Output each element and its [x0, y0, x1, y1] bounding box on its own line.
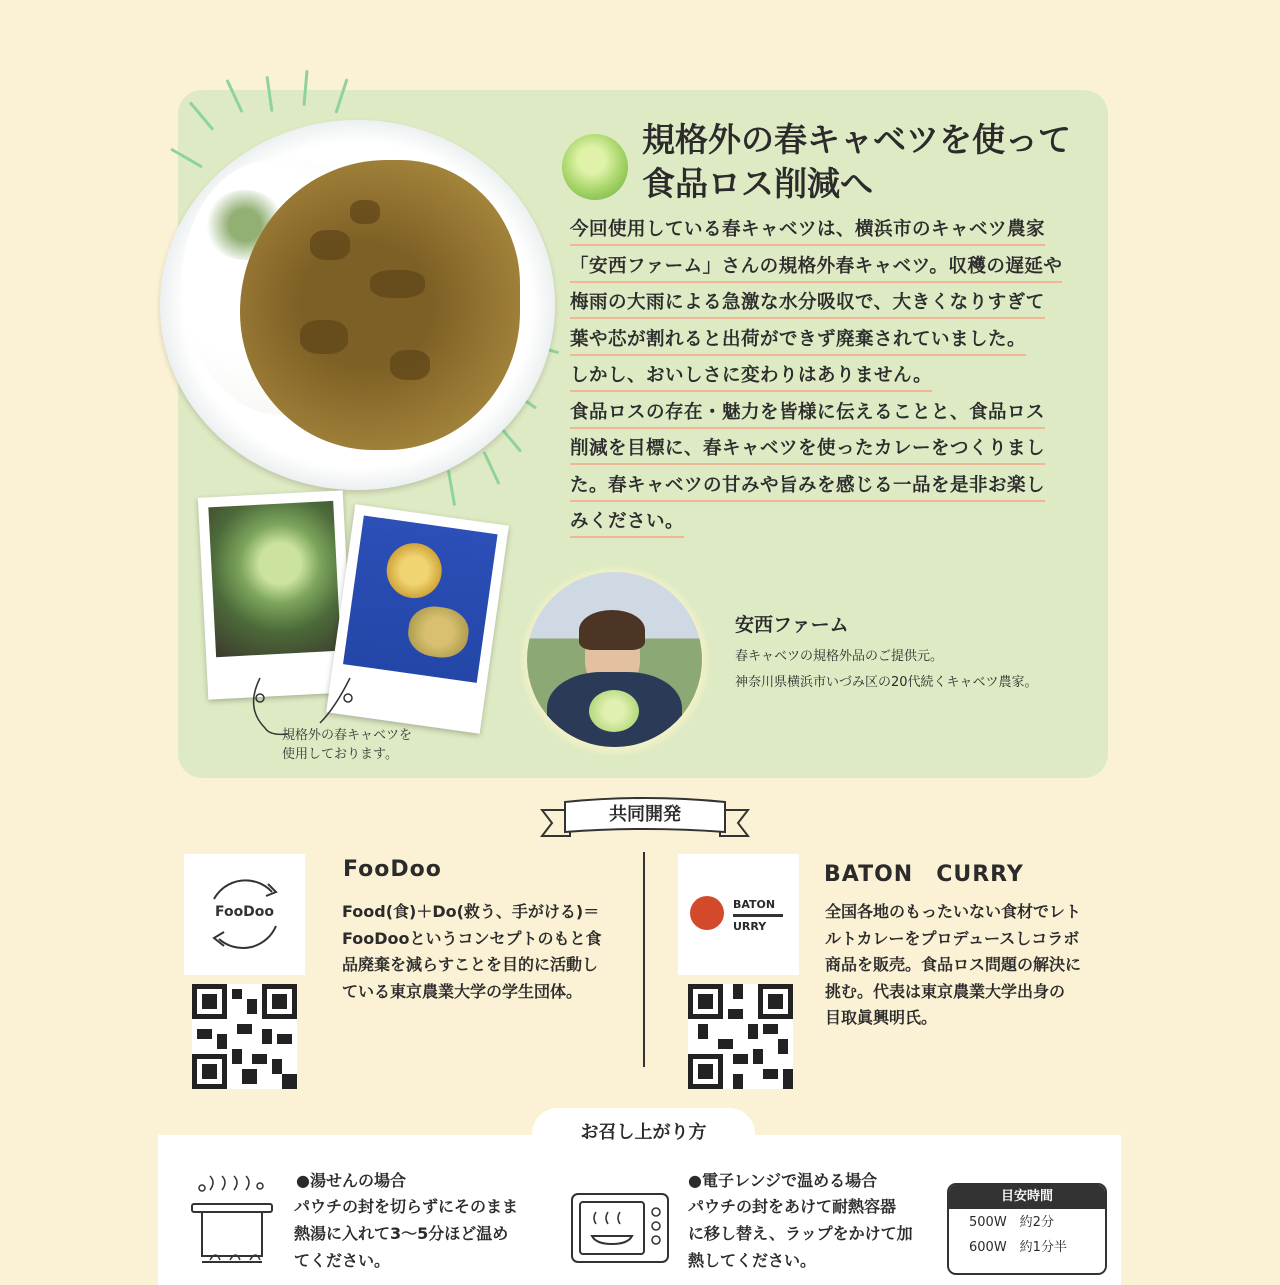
baton-curry-description [825, 899, 1081, 1032]
codev-divider [643, 852, 645, 1067]
baton-desc-line: 商品を販売。食品ロス問題の解決に [825, 955, 1082, 974]
microwave-heading: ●電子レンジで温める場合 [688, 1171, 878, 1190]
boil-line: 熱湯に入れて3〜5分ほど温め [294, 1224, 509, 1243]
microwave-icon [570, 1190, 670, 1270]
foodoo-desc-line: ている東京農業大学の学生団体。 [342, 981, 583, 1001]
photo-note-line1: 規格外の春キャベツを [282, 728, 413, 743]
farm-name: 安西ファーム [735, 614, 849, 636]
paragraph-line: 「安西ファーム」さんの規格外春キャベツ。収穫の遅延や [570, 256, 1062, 283]
feature-title-line1: 規格外の春キャベツを使って [642, 120, 1071, 159]
paragraph-line: みください。 [570, 511, 684, 538]
microwave-line: 熱してください。 [688, 1251, 817, 1270]
farm-desc-line1: 春キャベツの規格外品のご提供元。 [735, 649, 944, 664]
photo-note-line2: 使用しております。 [282, 747, 398, 762]
baton-curry-qr-code[interactable] [688, 984, 793, 1089]
paragraph-line: 食品ロスの存在・魅力を皆様に伝えることと、食品ロス [570, 402, 1045, 429]
paragraph-line: 今回使用している春キャベツは、横浜市のキャベツ農家 [570, 219, 1045, 246]
qr-code-icon [192, 984, 297, 1089]
foodoo-description [342, 899, 602, 1005]
baton-desc-line: 全国各地のもったいない食材でレト [825, 902, 1082, 921]
baton-logo-bar [733, 914, 783, 917]
feature-paragraph [570, 216, 1090, 545]
codev-banner-label: 共同開発 [609, 804, 681, 825]
time-table-heading: 目安時間 [949, 1185, 1105, 1209]
foodoo-desc-line: Food(食)＋Do(救う、手がける)＝ [342, 902, 600, 921]
baton-curry-logo [678, 854, 799, 975]
boil-heading: ●湯せんの場合 [296, 1171, 406, 1190]
farmer-photo [527, 572, 702, 747]
paragraph-line: 削減を目標に、春キャベツを使ったカレーをつくりまし [570, 438, 1045, 465]
photo-note [282, 726, 412, 764]
cabbage-icon [562, 134, 628, 200]
time-row-600w: 600W 約1分半 [969, 1240, 1067, 1255]
microwave-line: パウチの封をあけて耐熱容器 [688, 1197, 897, 1216]
baton-desc-line: 目取眞興明氏。 [825, 1008, 938, 1027]
microwave-instructions [688, 1193, 913, 1274]
feature-title [642, 118, 1092, 206]
heating-time-table [947, 1183, 1107, 1275]
curry-sauce [240, 160, 520, 450]
boiling-pot-icon [188, 1172, 278, 1272]
baton-curry-name: BATON CURRY [824, 862, 1024, 887]
foodoo-desc-line: FooDooというコンセプトのもと食 [342, 928, 602, 948]
paragraph-line: 葉や芯が割れると出荷ができず廃棄されていました。 [570, 329, 1026, 356]
foodoo-logo [184, 854, 305, 975]
boil-instructions [294, 1193, 518, 1274]
baton-curry-emblem-icon [690, 896, 724, 930]
boil-line: パウチの封を切らずにそのまま [294, 1197, 519, 1216]
baton-desc-line: 挑む。代表は東京農業大学出身の [825, 981, 1066, 1001]
howto-title: お召し上がり方 [580, 1122, 707, 1143]
paragraph-line: た。春キャベツの甘みや旨みを感じる一品を是非お楽し [570, 475, 1045, 502]
baton-desc-line: ルトカレーをプロデュースしコラボ [825, 928, 1080, 948]
baton-logo-text: BATON [733, 898, 776, 911]
paragraph-line: しかし、おいしさに変わりはありません。 [570, 365, 932, 392]
foodoo-desc-line: 品廃棄を減らすことを目的に活動し [342, 955, 599, 974]
feature-title-line2: 食品ロス削減へ [642, 164, 873, 203]
time-row-500w: 500W 約2分 [969, 1215, 1054, 1230]
foodoo-name: FooDoo [343, 857, 442, 882]
farm-description [735, 644, 1038, 696]
paragraph-line: 梅雨の大雨による急激な水分吸収で、大きくなりすぎて [570, 292, 1045, 319]
curry-logo-text: URRY [733, 920, 767, 933]
farm-desc-line2: 神奈川県横浜市いづみ区の20代続くキャベツ農家。 [735, 675, 1038, 690]
foodoo-qr-code[interactable] [192, 984, 297, 1089]
microwave-line: に移し替え、ラップをかけて加 [688, 1224, 913, 1243]
boil-line: てください。 [294, 1251, 391, 1270]
qr-code-icon [688, 984, 793, 1089]
foodoo-logo-text: FooDoo [214, 904, 275, 920]
